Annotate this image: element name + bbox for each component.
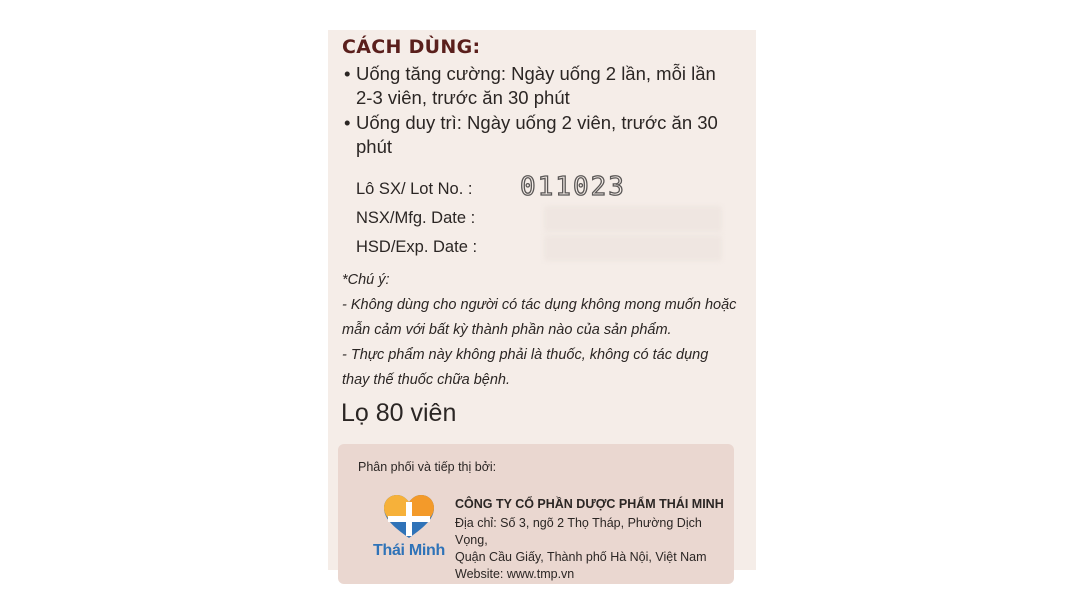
product-label-panel xyxy=(328,30,756,581)
distributor-title: Phân phối và tiếp thị bởi: xyxy=(358,460,497,474)
company-name: CÔNG TY CỔ PHẦN DƯỢC PHẨM THÁI MINH xyxy=(455,497,724,511)
usage-line: Uống duy trì: Ngày uống 2 viên, trước ăn 30 xyxy=(356,112,718,133)
usage-list xyxy=(342,62,752,160)
lot-number: 011023 xyxy=(520,172,626,202)
bullet: • xyxy=(344,112,351,133)
lot-label: Lô SX/ Lot No. : xyxy=(356,180,473,198)
usage-heading: CÁCH DÙNG: xyxy=(342,36,481,58)
bullet: • xyxy=(344,63,351,84)
caution-line: - Thực phẩm này không phải là thuốc, không có tác dụng xyxy=(342,347,709,363)
caution-line: thay thế thuốc chữa bệnh. xyxy=(342,372,511,388)
usage-item-maintain xyxy=(342,111,752,159)
company-address: Địa chỉ: Số 3, ngõ 2 Thọ Tháp, Phường Dịch Vọng, xyxy=(455,516,702,547)
mfg-date-blurred xyxy=(544,206,722,232)
exp-date-blurred xyxy=(544,235,722,261)
pill-count: Lọ 80 viên xyxy=(341,399,457,427)
company-logo xyxy=(364,494,454,574)
usage-item-boost xyxy=(342,62,752,110)
exp-date-label: HSD/Exp. Date : xyxy=(356,238,478,256)
caution-line: - Không dùng cho người có tác dụng không mong muốn hoặc xyxy=(342,297,737,313)
batch-info xyxy=(356,172,736,262)
company-website: Website: www.tmp.vn xyxy=(455,567,575,581)
mfg-date-label: NSX/Mfg. Date : xyxy=(356,209,476,227)
caution-line: mẫn cảm với bất kỳ thành phần nào của sản phẩm. xyxy=(342,322,672,338)
exp-row xyxy=(356,233,736,262)
lot-row xyxy=(356,172,736,204)
usage-line: Uống tăng cường: Ngày uống 2 lần, mỗi lần xyxy=(356,63,716,84)
usage-line: 2-3 viên, trước ăn 30 phút xyxy=(356,87,570,108)
caution-title: *Chú ý: xyxy=(342,272,390,288)
usage-line: phút xyxy=(356,136,393,157)
logo-text: Thái Minh xyxy=(373,542,445,559)
company-address: Quận Cầu Giấy, Thành phố Hà Nội, Việt Nam xyxy=(455,550,707,564)
distributor-box xyxy=(338,444,734,584)
company-info xyxy=(455,496,735,583)
mfg-row xyxy=(356,204,736,233)
heart-logo-icon xyxy=(382,494,436,540)
caution-note xyxy=(342,268,747,393)
